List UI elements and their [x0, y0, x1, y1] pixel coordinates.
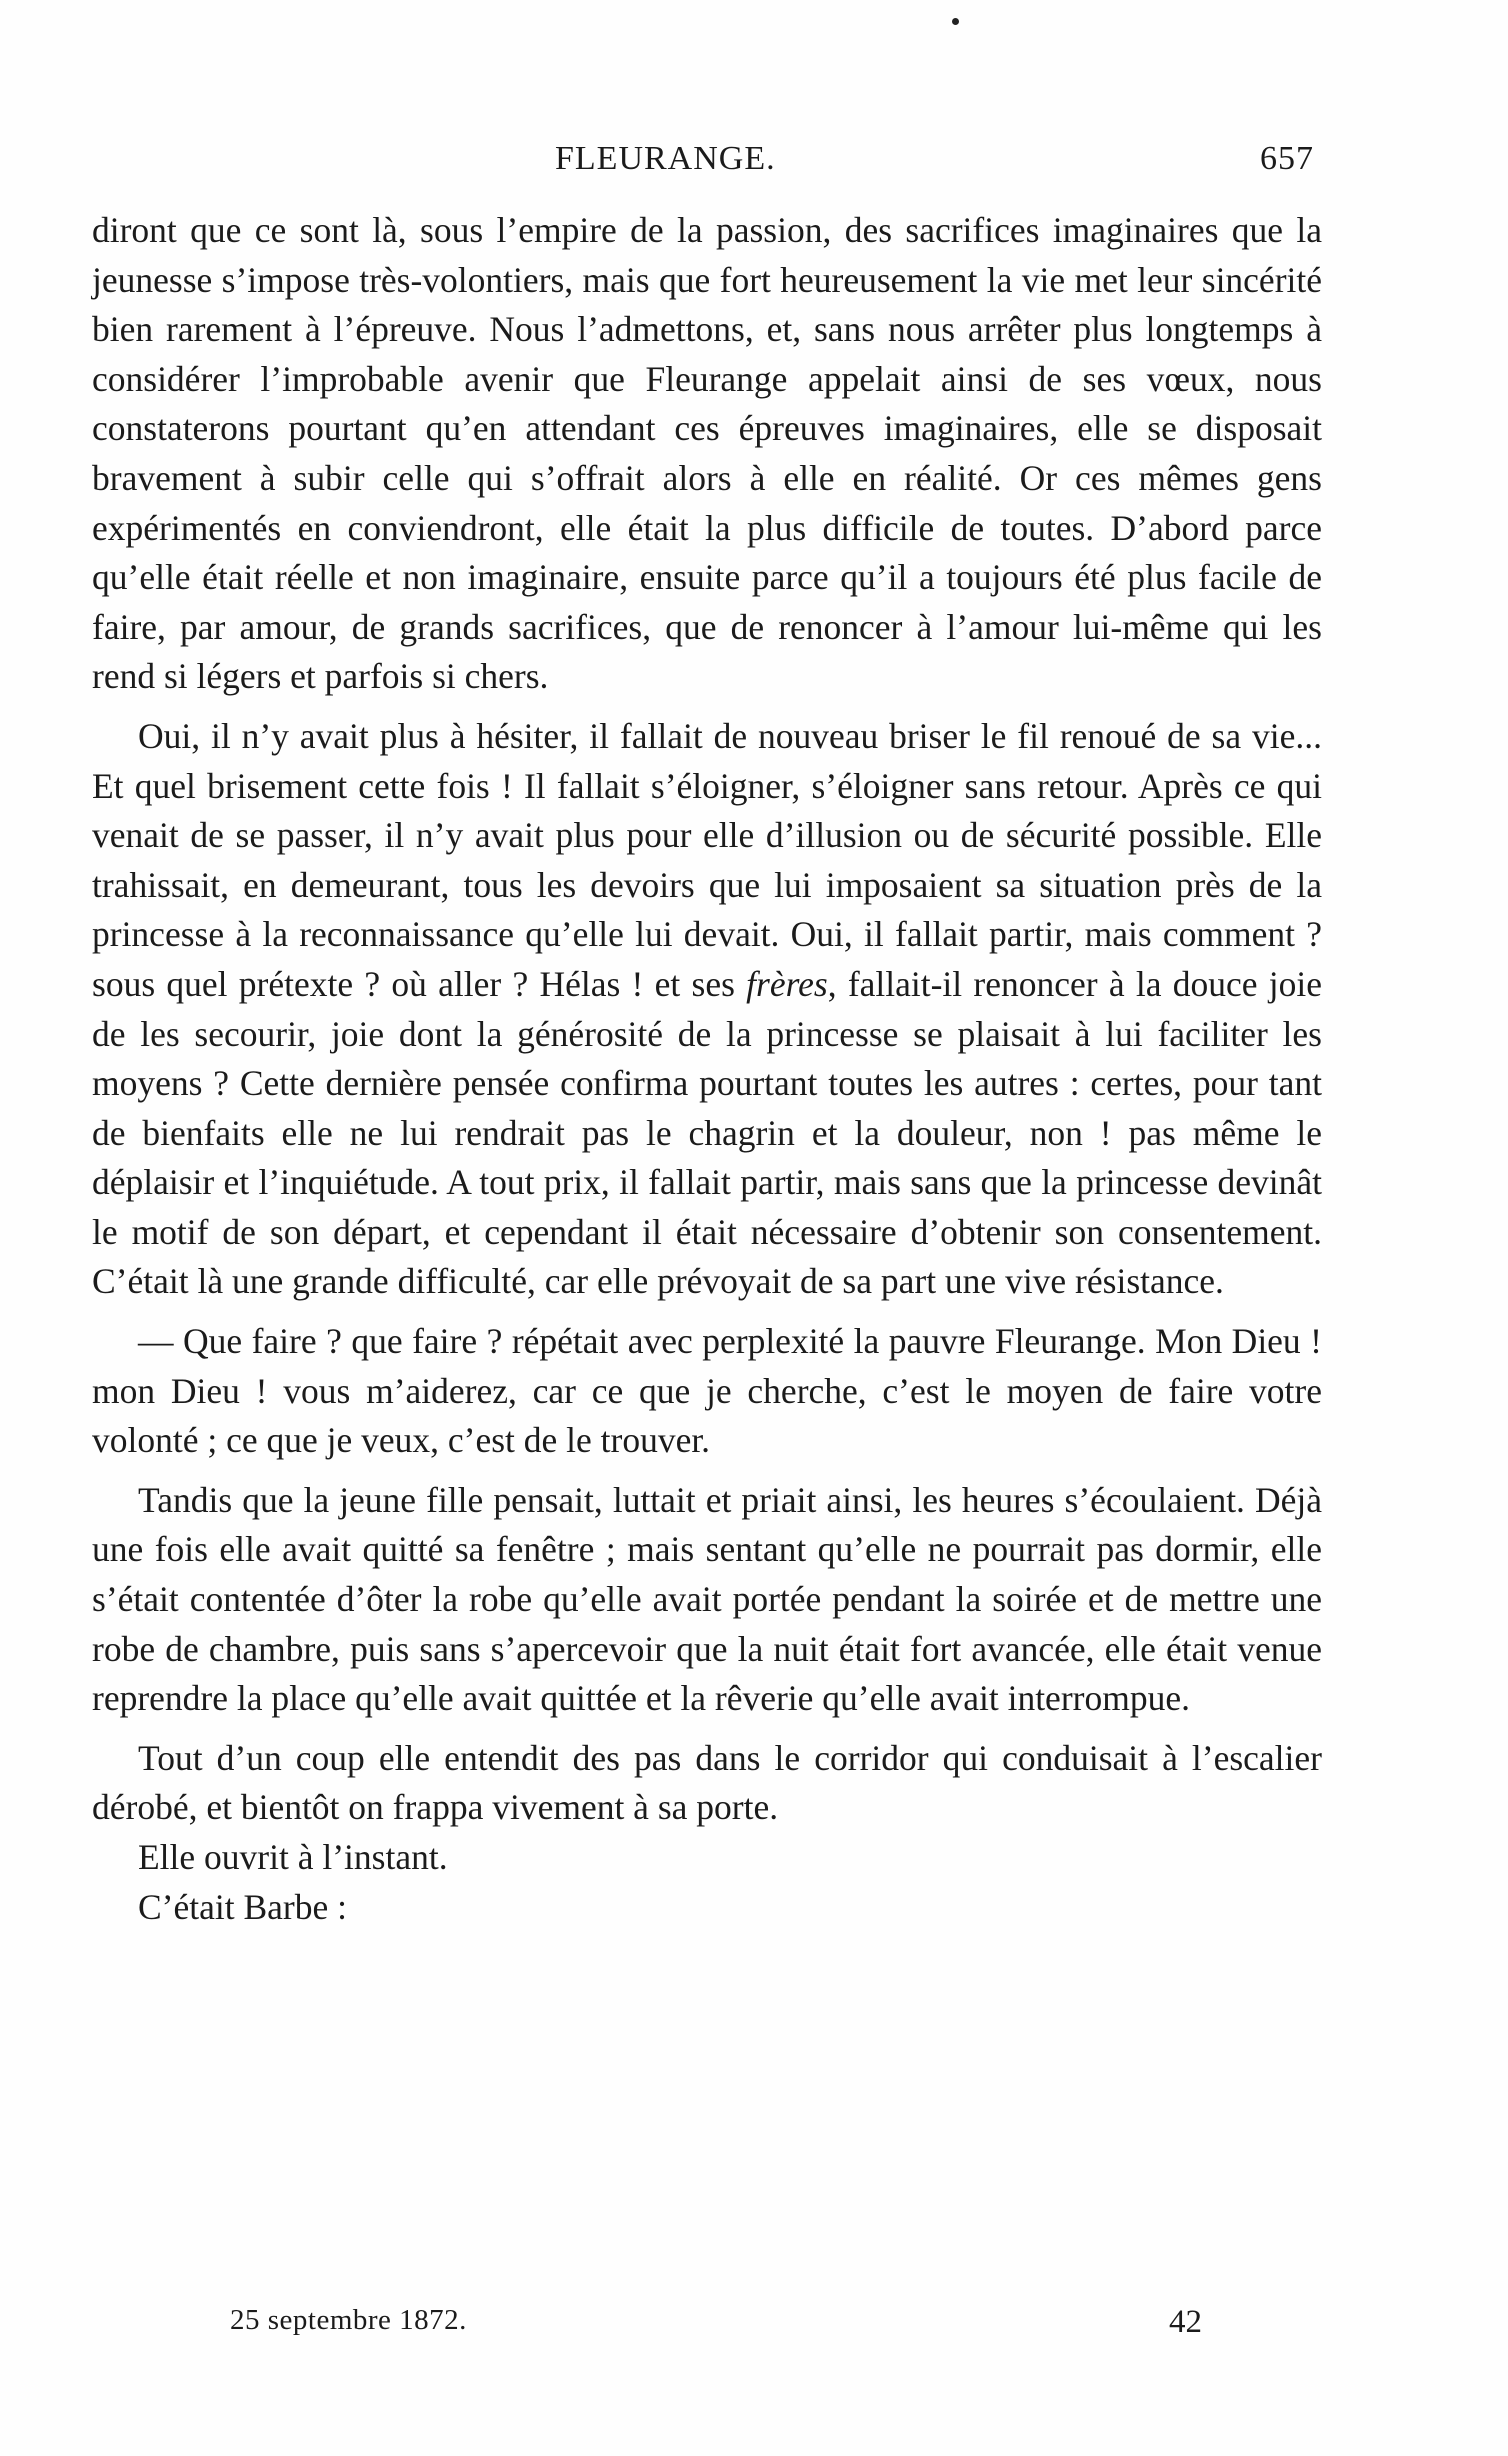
paragraph-2-text-start: Oui, il n’y avait plus à hésiter, il fallait de nouveau briser le fil renoué de sa vie... Et quel brisement cette fois ! Il fallait s’éloigner, s’éloigner sans retour. Après ce qui venait de se passer, il n’y avait plus pour elle d’illusion ou de sécurité possible. Elle trahissait, en demeurant, tous les devoirs que lui imposaient sa situation près de la princesse à la reconnaissance qu’elle lui devait. Oui, il fallait partir, mais comment ? sous quel prétexte ? où aller ? Hélas ! et ses	[92, 715, 1322, 1004]
page-header	[92, 132, 1322, 182]
body-text	[92, 206, 1322, 1932]
paragraph-2	[92, 712, 1322, 1307]
paragraph-5: Tout d’un coup elle entendit des pas dans le corridor qui conduisait à l’escalier dérobé, et bientôt on frappa vivement à sa porte.	[92, 1737, 1322, 1828]
paragraph-6: Elle ouvrit à l’instant.	[138, 1837, 448, 1877]
ink-speck	[952, 18, 959, 25]
paragraph-3-dialogue: — Que faire ? que faire ? répétait avec perplexité la pauvre Fleurange. Mon Dieu ! mon Dieu ! vous m’aiderez, car ce que je cherche, c’est le moyen de faire votre volonté ; ce que je veux, c’est de le trouver.	[92, 1321, 1322, 1461]
page-footer	[92, 2304, 1322, 2348]
paragraph-2-text-end: , fallait-il renoncer à la douce joie de les secourir, joie dont la générosité de la princesse se plaisait à lui faciliter les moyens ? Cette dernière pensée confirma pourtant toutes les autres : certes, pour tant de bienfaits elle ne lui rendrait pas le chagrin et la douleur, non ! pas même le déplaisir et l’inquiétude. A tout prix, il fallait partir, mais sans que la princesse devinât le motif de son départ, et cependant il était nécessaire d’obtenir son consentement. C’était là une grande difficulté, car elle prévoyait de sa part une vive résistance.	[92, 963, 1322, 1302]
paragraph-7: C’était Barbe :	[138, 1886, 347, 1927]
paragraph-4: Tandis que la jeune fille pensait, luttait et priait ainsi, les heures s’écoulaient. Déjà une fois elle avait quitté sa fenêtre ; mais sentant qu’elle ne pourrait pas dormir, elle s’était contentée d’ôter la robe qu’elle avait portée pendant la soirée et de mettre une robe de chambre, puis sans s’apercevoir que la nuit était fort avancée, elle était venue reprendre la place qu’elle avait quittée et la rêverie qu’elle avait interrompue.	[92, 1479, 1322, 1719]
sheet-number: 42	[1169, 2304, 1202, 2340]
paragraph-1: diront que ce sont là, sous l’empire de la passion, des sacrifices imaginaires que la jeunesse s’impose très-volontiers, mais que fort heureusement la vie met leur sincérité bien rarement à l’épreuve. Nous l’admettons, et, sans nous arrêter plus longtemps à considérer l’improbable avenir que Fleurange appelait ainsi de ses vœux, nous constaterons pourtant qu’en attendant ces épreuves imaginaires, elle se disposait bravement à subir celle qui s’offrait alors à elle en réalité. Or ces mêmes gens expérimentés en conviendront, elle était la plus difficile de toutes. D’abord parce qu’elle était réelle et non imaginaire, ensuite parce qu’il a toujours été plus facile de faire, par amour, de grands sacrifices, que de renoncer à l’amour lui-même qui les rend si légers et parfois si chers.	[92, 210, 1322, 697]
footer-date: 25 septembre 1872.	[230, 2304, 467, 2336]
page-number: 657	[1260, 140, 1314, 177]
italic-word-freres: frères	[746, 963, 828, 1004]
running-title: FLEURANGE.	[555, 140, 776, 177]
